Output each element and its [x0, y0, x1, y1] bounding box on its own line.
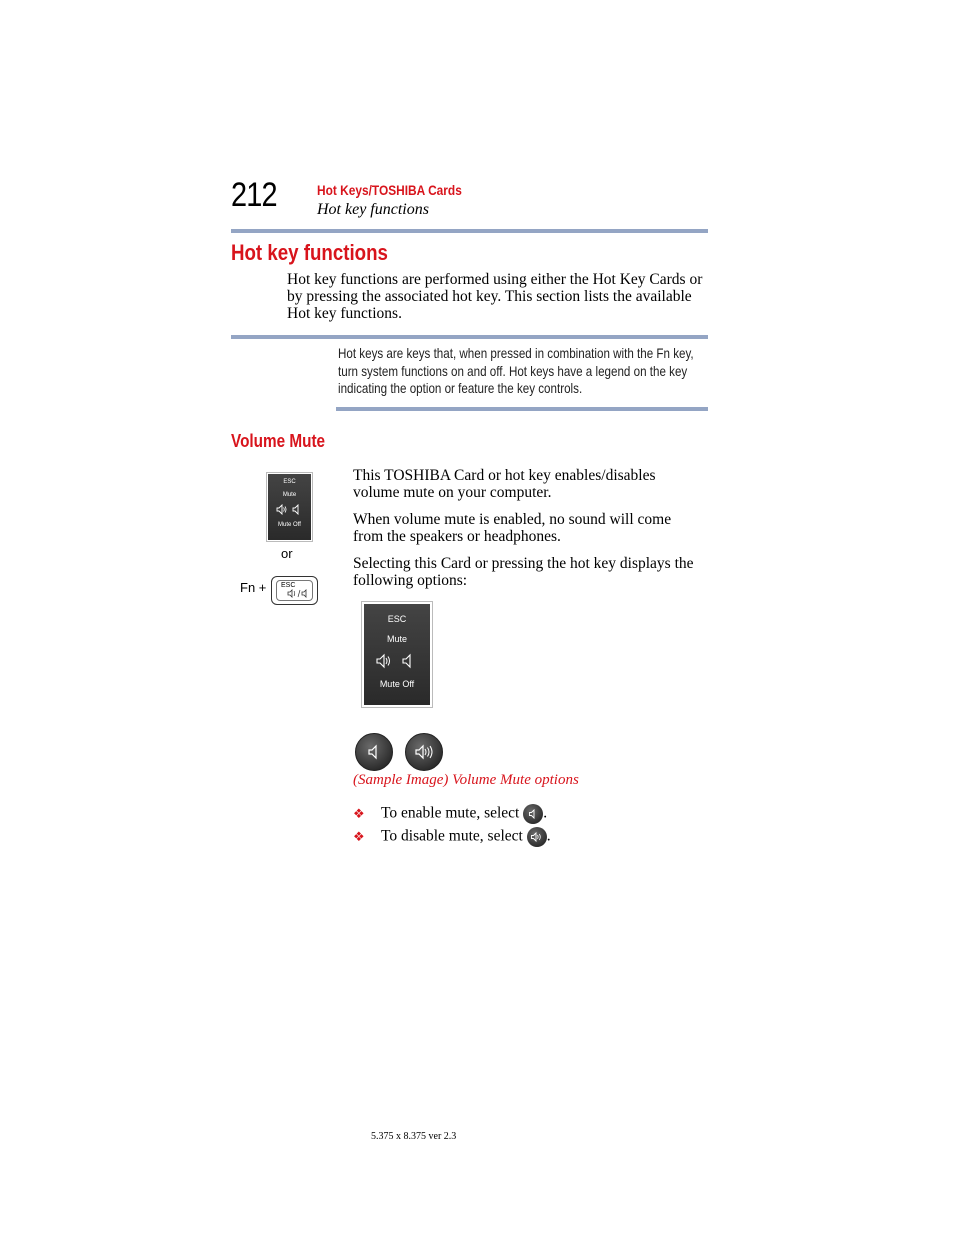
bullet-disable-text: To disable mute, select [381, 827, 523, 845]
speaker-muted-icon[interactable] [355, 733, 393, 771]
paragraph-1: This TOSHIBA Card or hot key enables/disables volume mute on your computer. [353, 467, 656, 501]
speaker-pair-icon [375, 653, 419, 669]
paragraph-2: When volume mute is enabled, no sound will come from the speakers or headphones. [353, 511, 672, 545]
card-mute-label: Mute [282, 492, 297, 498]
section-title: Hot key functions [317, 201, 429, 218]
image-caption: (Sample Image) Volume Mute options [353, 772, 579, 788]
hot-key-card-small [266, 472, 313, 542]
esc-key-label: ESC [281, 582, 296, 589]
note-text-start: Hot keys are keys that, when pressed in combination with the [338, 345, 657, 361]
main-heading: Hot key functions [231, 240, 388, 265]
bullet-marker-1: ❖ [353, 806, 365, 821]
speaker-on-icon[interactable] [405, 733, 443, 771]
hot-key-card-large [361, 601, 433, 708]
speaker-pair-icon [275, 504, 305, 515]
or-label: or [281, 546, 293, 561]
chapter-title: Hot Keys/TOSHIBA Cards [317, 182, 462, 198]
note-fn-key: Fn [656, 345, 670, 361]
card-large-esc-label: ESC [387, 614, 407, 624]
fn-plus-label: Fn + [240, 580, 267, 595]
speaker-muted-glyph [365, 743, 383, 761]
volume-mute-heading: Volume Mute [231, 431, 326, 451]
key-speaker-icon [287, 589, 309, 598]
bullet-enable-mute [381, 804, 547, 824]
note-text-end: key, turn system functions on and off. Hot keys have a legend on the key indicating the option or feature the key controls. [338, 345, 694, 396]
card-large-speaker-icons [364, 653, 430, 671]
speaker-on-glyph [413, 743, 435, 761]
card-esc-label: ESC [283, 479, 296, 485]
note-top-rule [231, 335, 708, 339]
card-speaker-icons [268, 504, 311, 517]
speaker-on-icon [527, 827, 547, 847]
note-box [338, 345, 703, 398]
bullet-enable-text: To enable mute, select [381, 804, 520, 822]
bullet-disable-period: . [546, 827, 551, 845]
card-large-mute-off-label: Mute Off [379, 679, 415, 689]
page-number: 212 [231, 176, 277, 214]
header-rule [231, 229, 708, 233]
paragraph-3: Selecting this Card or pressing the hot key displays the following options: [353, 555, 694, 589]
card-mute-off-label: Mute Off [278, 522, 301, 528]
intro-paragraph: Hot key functions are performed using either the Hot Key Cards or by pressing the associated hot key. This section lists the available Hot key functions. [287, 271, 703, 322]
note-bottom-rule [336, 407, 708, 411]
bullet-disable-mute [381, 827, 551, 847]
speaker-muted-icon [523, 804, 543, 824]
card-large-mute-label: Mute [386, 634, 407, 644]
footer-version: 5.375 x 8.375 ver 2.3 [371, 1131, 457, 1142]
esc-key [271, 576, 318, 605]
bullet-marker-2: ❖ [353, 829, 365, 844]
bullet-enable-period: . [543, 804, 548, 822]
